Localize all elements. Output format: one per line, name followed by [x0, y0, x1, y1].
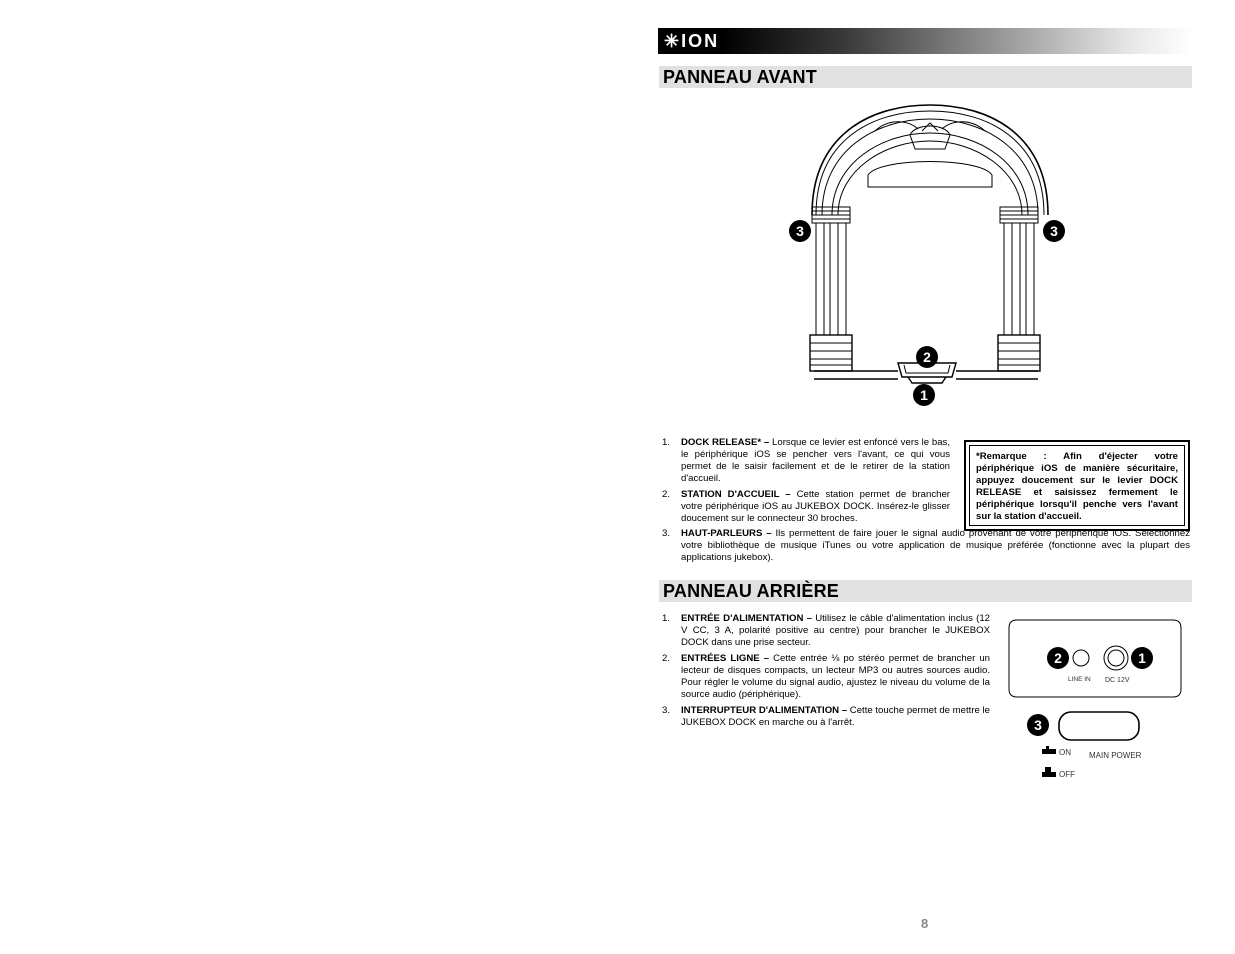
- on-position-icon: [1042, 746, 1056, 754]
- brand-header-bar: [658, 28, 1192, 54]
- dc-label: DC 12V: [1105, 677, 1130, 684]
- front-item-3: 3. HAUT-PARLEURS – Ils permettent de faire jouer le signal audio provenant de votre périphérique iOS. Sélectionnez votre bibliothèque de musique iTunes ou votre application de musique préférée (fonctionne avec la plupart des applications jukebox).: [662, 528, 1190, 563]
- svg-text:2: 2: [1054, 650, 1062, 666]
- front-panel-header: [659, 66, 1192, 88]
- callout-2-rear: [1047, 647, 1069, 669]
- svg-text:3: 3: [1034, 717, 1042, 733]
- rear-panel-title: PANNEAU ARRIÈRE: [663, 581, 840, 601]
- on-label: ON: [1059, 748, 1071, 757]
- svg-text:1: 1: [1138, 650, 1146, 666]
- dc-jack-inner: [1108, 650, 1124, 666]
- off-position-icon: [1042, 767, 1056, 777]
- remark-note-text: *Remarque : Afin d'éjecter votre périphérique iOS de manière sécuritaire, appuyez doucement sur le levier DOCK RELEASE et saisissez fermement le périphérique lorsqu'il penche vers l'avant sur la station d'accueil.: [969, 445, 1185, 526]
- line-in-label: LINE IN: [1068, 676, 1091, 683]
- callout-1-rear: [1131, 647, 1153, 669]
- page-number: 8: [921, 916, 929, 931]
- callout-3-right: [1043, 220, 1065, 242]
- remark-note-box: [964, 440, 1190, 531]
- callout-2: [916, 346, 938, 368]
- svg-text:1: 1: [920, 387, 928, 403]
- rear-item-1: 1. ENTRÉE D'ALIMENTATION – Utilisez le câble d'alimentation inclus (12 V CC, 3 A, polarité positive au centre) pour brancher le JUKEBOX DOCK dans une prise secteur.: [662, 613, 990, 648]
- ion-star-icon: ✳: [664, 31, 682, 51]
- rear-items-list: [659, 613, 990, 729]
- ion-logo: ✳ION: [664, 31, 720, 51]
- front-panel-title: PANNEAU AVANT: [663, 67, 817, 87]
- main-power-label: MAIN POWER: [1089, 751, 1142, 760]
- front-item-2: 2. STATION D'ACCUEIL – Cette station permet de brancher votre périphérique iOS au JUKEBOX DOCK. Insérez-le glisser doucement sur le connecteur 30 broches.: [662, 489, 950, 524]
- callout-1: [913, 384, 935, 406]
- off-label: OFF: [1059, 770, 1075, 779]
- callout-3-rear: [1027, 714, 1049, 736]
- rear-item-3: 3. INTERRUPTEUR D'ALIMENTATION – Cette touche permet de mettre le JUKEBOX DOCK en marche ou à l'arrêt.: [662, 705, 991, 728]
- rear-panel-header: [659, 580, 1192, 602]
- front-items-list: [659, 437, 950, 525]
- rear-item-2: 2. ENTRÉES LIGNE – Cette entrée ⅛ po stéréo permet de brancher un lecteur de disques compacts, un lecteur MP3 ou autres sources audio. Pour régler le volume du signal audio, ajustez le niveau du volume de la source audio (périphérique).: [662, 653, 990, 700]
- callout-3-left: [789, 220, 811, 242]
- jukebox-front-diagram: [780, 95, 1080, 410]
- line-in-jack: [1073, 650, 1089, 666]
- svg-text:3: 3: [1050, 223, 1058, 239]
- svg-text:2: 2: [923, 349, 931, 365]
- main-power-switch: [1059, 712, 1139, 740]
- front-item-1: 1. DOCK RELEASE* – Lorsque ce levier est enfoncé vers le bas, le périphérique iOS se pencher vers l'avant, ce qui vous permet de le saisir facilement et de le retirer de la station d'accueil.: [662, 437, 950, 484]
- rear-panel-diagram: [1005, 615, 1190, 790]
- rear-panel-outline: [1009, 620, 1181, 697]
- svg-text:3: 3: [796, 223, 804, 239]
